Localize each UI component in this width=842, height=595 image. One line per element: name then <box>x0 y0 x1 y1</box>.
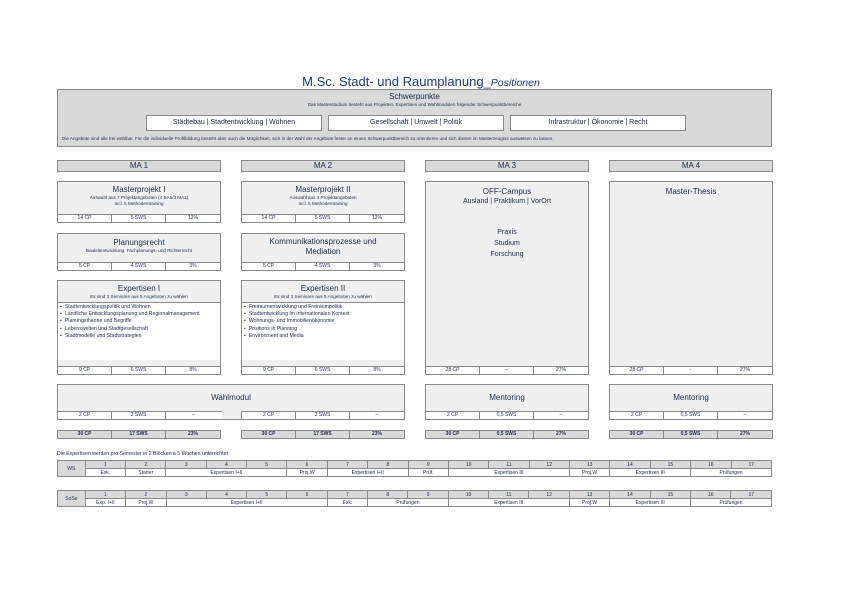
week-number: 6 <box>287 461 327 469</box>
sws-value: 17 SWS <box>112 431 166 438</box>
schwerpunkte-heading: Schwerpunkte <box>389 92 440 101</box>
cp-value: 30 CP <box>426 431 480 438</box>
schedule-cell: Starter <box>126 469 166 477</box>
sws-value: 0,5 SWS <box>480 431 534 438</box>
module-credits <box>58 262 220 270</box>
module-credits <box>242 366 404 374</box>
schwerpunkte-panel <box>57 89 772 147</box>
module-title: Masterprojekt I <box>112 185 166 194</box>
week-number: 10 <box>448 461 488 469</box>
schedule-note: Die Expertisen werden pro Semester in 2 Blöcken à 5 Wochen unterrichtet <box>57 451 228 457</box>
module-credits <box>241 411 404 419</box>
cp-value: 30 CP <box>58 431 112 438</box>
pct-value: 8% <box>189 367 197 373</box>
module-credits <box>58 366 220 374</box>
sum-row-ma4 <box>609 430 773 439</box>
pct-value: 23% <box>371 431 382 437</box>
sws-value: -- <box>480 367 534 374</box>
pct-value: 23% <box>187 431 198 437</box>
module-off-campus <box>425 181 589 375</box>
list-item: Praxis <box>497 229 517 236</box>
week-number: 1 <box>85 491 125 499</box>
pct-value: 27% <box>555 431 566 437</box>
module-credits <box>58 214 220 222</box>
module-title: OFF-Campus <box>482 187 532 196</box>
expertisen-list <box>58 304 220 340</box>
week-number: 14 <box>610 461 650 469</box>
module-credits <box>242 214 404 222</box>
pct-value: -- <box>559 412 563 418</box>
module-masterprojekt-2 <box>241 181 405 223</box>
schedule-cell: Proj.W <box>126 499 167 507</box>
sws-value: 6 SWS <box>112 367 166 374</box>
schedule-sose <box>57 490 772 507</box>
module-wahlmodul <box>57 384 405 420</box>
week-number: 6 <box>287 491 327 499</box>
sws-value: 4 SWS <box>112 263 166 270</box>
module-mentoring-ma4 <box>609 384 773 420</box>
pct-value: 12% <box>371 215 382 221</box>
pct-value: 8% <box>373 367 381 373</box>
list-item: ▪ Environment and Media <box>244 333 404 340</box>
module-desc: Ausland | Praktikum | VorOrt <box>462 198 552 205</box>
schedule-cell: Expertisen III <box>610 469 691 477</box>
week-number: 4 <box>206 491 246 499</box>
module-title: Wahlmodul <box>211 393 251 402</box>
week-number: 16 <box>691 491 731 499</box>
schedule-cell: Expertisen I+II <box>166 499 327 507</box>
cp-value: 30 CP <box>242 431 296 438</box>
module-title: Master-Thesis <box>665 187 717 196</box>
schedule-ws <box>57 460 772 477</box>
schedule-cell: Proj.W <box>569 499 610 507</box>
sum-row-ma2 <box>241 430 405 439</box>
week-number: 17 <box>731 461 772 469</box>
cp-value: 2 CP <box>426 412 480 419</box>
week-number: 2 <box>126 461 166 469</box>
week-number: 11 <box>489 461 529 469</box>
sws-value: 0,5 SWS <box>664 412 718 419</box>
pct-value: -- <box>375 412 379 418</box>
module-desc: Es sind 3 Seminare aus 5 Angeboten zu wählen <box>274 294 372 299</box>
cp-value: 9 CP <box>58 367 112 374</box>
week-number: 13 <box>569 491 610 499</box>
cp-value: 2 CP <box>58 412 112 419</box>
sws-value: 2 SWS <box>112 412 166 419</box>
module-title: Mentoring <box>489 393 525 402</box>
module-credits <box>242 262 404 270</box>
cp-value: 2 CP <box>610 412 664 419</box>
week-number: 7 <box>327 491 367 499</box>
week-number: 12 <box>529 491 569 499</box>
cp-value: 2 CP <box>242 412 296 419</box>
column-header-ma2: MA 2 <box>241 160 405 172</box>
page-title <box>0 74 842 89</box>
week-number: 11 <box>489 491 529 499</box>
list-item: ▪ Stadtentwicklung im internationalen Kontext <box>244 311 404 318</box>
week-number: 8 <box>368 491 408 499</box>
week-number: 15 <box>650 461 690 469</box>
week-number: 7 <box>327 461 367 469</box>
module-title: Planungsrecht <box>113 238 165 247</box>
pct-value: 3% <box>373 263 381 269</box>
semester-label: SoSe <box>58 491 86 507</box>
expertisen-list <box>242 304 404 340</box>
list-item: ▪ Planungstheorie und Begriffe <box>60 318 220 325</box>
list-item: ▪ Freiraumentwicklung und Freiraumpolitik <box>244 304 404 311</box>
sws-value: 6 SWS <box>296 367 350 374</box>
module-mentoring-ma3 <box>425 384 589 420</box>
week-number: 15 <box>650 491 690 499</box>
semester-label: WS <box>58 461 86 477</box>
week-number: 1 <box>85 461 125 469</box>
module-desc: Auswahl aus 7 Projektangeboten (4 BA5/3 MA1) <box>89 195 189 200</box>
week-number: 5 <box>247 491 287 499</box>
pct-value: 27% <box>739 431 750 437</box>
module-desc: Incl. 5 Methodentraining <box>298 201 348 206</box>
sws-value: 5 SWS <box>112 215 166 222</box>
pct-value: 12% <box>187 215 198 221</box>
week-number: 3 <box>166 461 206 469</box>
area-staedtebau: Städtebau | Stadtentwicklung | Wohnen <box>146 115 322 131</box>
week-number: 9 <box>408 461 448 469</box>
sws-value: 0,5 SWS <box>664 431 718 438</box>
list-item: ▪ Ländliche Entwicklungsplanung und Regionalmanagement <box>60 311 220 318</box>
area-gesellschaft: Gesellschaft | Umwelt | Politik <box>328 115 504 131</box>
cp-value: 28 CP <box>610 367 664 374</box>
week-number: 9 <box>408 491 448 499</box>
schedule-cell: Proj.W <box>569 469 609 477</box>
list-item: ▪ Lebenswelten und Stadtgesellschaft <box>60 326 220 333</box>
pct-value: 3% <box>189 263 197 269</box>
off-campus-items <box>426 227 588 260</box>
week-number: 12 <box>529 461 569 469</box>
week-number: 5 <box>247 461 287 469</box>
cp-value: 30 CP <box>610 431 664 438</box>
module-credits <box>426 366 588 374</box>
column-header-ma1: MA 1 <box>57 160 221 172</box>
module-title: Kommunikationsprozesse und Mediation <box>269 237 377 256</box>
schedule-cell: Expertisen III <box>448 499 569 507</box>
schwerpunkte-intro: Das Masterstudium besteht aus Projekten, Expertisen und Wahlmodulen folgender Schwerpunktbereiche <box>307 102 522 107</box>
sum-row-ma1 <box>57 430 221 439</box>
list-item: ▪ Positions in Planning <box>244 326 404 333</box>
sws-value: 17 SWS <box>296 431 350 438</box>
module-desc: Es sind 3 Seminare aus 5 Angeboten zu wählen <box>90 294 188 299</box>
list-item: Studium <box>494 240 520 247</box>
cp-value: 5 CP <box>242 263 296 270</box>
week-number: 2 <box>126 491 167 499</box>
module-desc: Auswahl aus 3 Projektangeboten <box>289 195 357 200</box>
schedule-cell: Expertisen III <box>448 469 569 477</box>
schedule-cell: Prüfungen <box>368 499 449 507</box>
module-credits <box>426 411 588 419</box>
schedule-cell: Proj.W <box>287 469 327 477</box>
sws-value: 0,5 SWS <box>480 412 534 419</box>
cp-value: 28 CP <box>426 367 480 374</box>
title-main: M.Sc. Stadt- und Raumplanung_ <box>302 74 491 89</box>
week-number: 4 <box>206 461 246 469</box>
schwerpunkte-note: Die Angebote sind alle frei wählbar. Für die individuelle Profilbildung besteht aber auch die Möglichkeit, sich in der Wahl der Angebote fester an einem Schwerpunktbereich zu orientieren und sich diesen im Masterzeugnis ausweisen zu lassen. <box>62 136 554 141</box>
list-item: ▪ Wohnungs- und Immobilienökonomie <box>244 318 404 325</box>
module-desc: Bauleitentwicklung, Fachplanungs- und Richterrecht <box>86 248 192 253</box>
module-credits <box>610 411 772 419</box>
schedule-cell: Exp. I+II <box>85 499 125 507</box>
module-credits <box>58 411 222 419</box>
schedule-cell: Exk. <box>85 469 125 477</box>
schedule-cell: Prüfungen <box>691 469 772 477</box>
cp-value: 9 CP <box>242 367 296 374</box>
cp-value: 5 CP <box>58 263 112 270</box>
week-number: 16 <box>691 461 731 469</box>
module-title: Mentoring <box>673 393 709 402</box>
module-title: Expertisen II <box>300 284 346 293</box>
title-sub: Positionen <box>490 77 540 89</box>
cp-value: 14 CP <box>58 215 112 222</box>
week-number: 14 <box>610 491 650 499</box>
week-number: 3 <box>166 491 206 499</box>
week-number: 17 <box>731 491 772 499</box>
column-header-ma4: MA 4 <box>609 160 773 172</box>
cp-value: 14 CP <box>242 215 296 222</box>
module-master-thesis <box>609 181 773 375</box>
module-expertisen-1 <box>57 280 221 375</box>
pct-value: -- <box>191 412 196 418</box>
list-item: ▪ Stadtmodelle und Stadtstrategien <box>60 333 220 340</box>
sum-row-ma3 <box>425 430 589 439</box>
area-infrastruktur: Infrastruktur | Ökonomie | Recht <box>510 115 686 131</box>
list-item: ▪ Stadtentwicklungspolitik und Wohnen <box>60 304 220 311</box>
module-desc: Incl. 5 Methodentraining <box>114 201 164 206</box>
module-planungsrecht <box>57 233 221 271</box>
sws-value: 2 SWS <box>296 412 350 419</box>
column-header-ma3: MA 3 <box>425 160 589 172</box>
sws-value: 4 SWS <box>296 263 350 270</box>
pct-value: 27% <box>739 367 750 373</box>
schedule-cell: Prüfungen <box>691 499 772 507</box>
schedule-cell: Expertisen III <box>610 499 691 507</box>
module-kommunikation <box>241 233 405 271</box>
schedule-cell: Expertisen I+II <box>166 469 287 477</box>
week-number: 10 <box>448 491 488 499</box>
sws-value: 5 SWS <box>296 215 350 222</box>
module-credits <box>610 366 772 374</box>
sws-value: - <box>664 367 718 374</box>
week-number: 13 <box>569 461 609 469</box>
module-title: Masterprojekt II <box>295 185 351 194</box>
week-number: 8 <box>368 461 408 469</box>
list-item: Forschung <box>490 251 524 258</box>
schedule-cell: Expertisen I+II <box>327 469 408 477</box>
module-title: Expertisen I <box>117 284 161 293</box>
pct-value: 27% <box>555 367 566 373</box>
schedule-cell: Exk. <box>327 499 367 507</box>
module-expertisen-2 <box>241 280 405 375</box>
schedule-cell: Prüf. <box>408 469 448 477</box>
pct-value: -- <box>743 412 747 418</box>
module-masterprojekt-1 <box>57 181 221 223</box>
